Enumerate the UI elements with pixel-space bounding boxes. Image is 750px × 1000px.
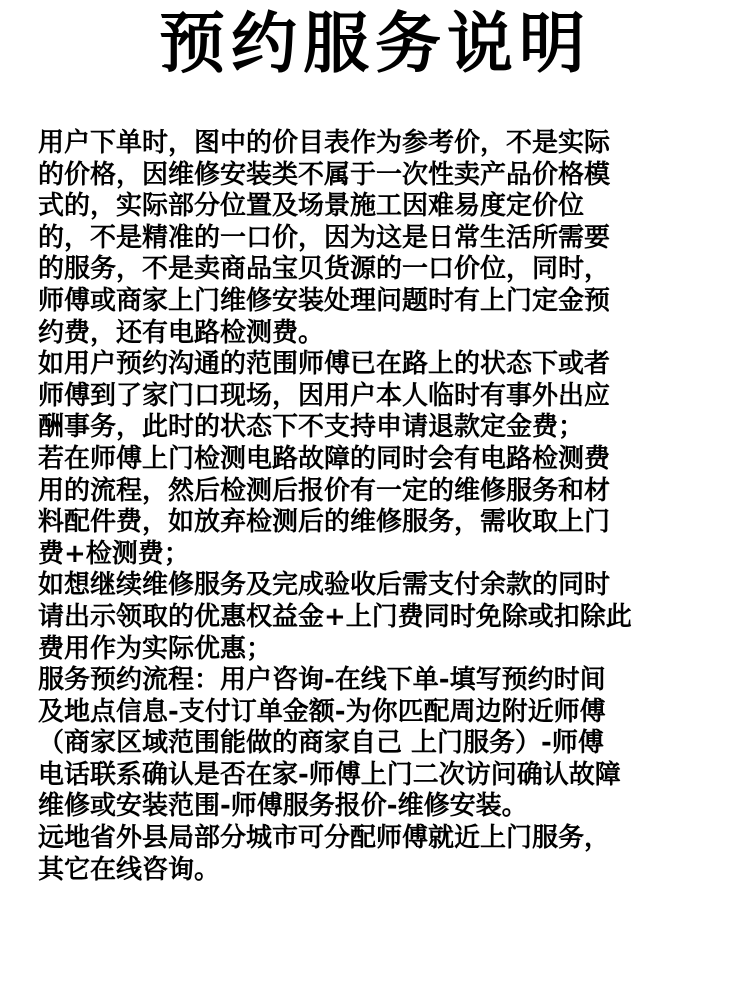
notice-line: 如想继续维修服务及完成验收后需支付余款的同时 bbox=[38, 570, 611, 601]
notice-line: 用户下单时，图中的价目表作为参考价，不是实际 bbox=[38, 128, 611, 158]
notice-line: 式的，实际部分位置及场景施工因难易度定价位 bbox=[38, 191, 585, 222]
notice-body bbox=[38, 128, 738, 886]
notice-line: 酬事务，此时的状态下不支持申请退款定金费； bbox=[38, 412, 585, 443]
notice-line: 及地点信息-支付订单金额-为你匹配周边附近师傅 bbox=[38, 696, 606, 727]
notice-line: 的服务，不是卖商品宝贝货源的一口价位，同时， bbox=[38, 254, 611, 285]
notice-line: 远地省外县局部分城市可分配师傅就近上门服务， bbox=[38, 823, 611, 854]
notice-line: 维修或安装范围-师傅服务报价-维修安装。 bbox=[38, 791, 528, 822]
notice-line: 师傅到了家门口现场，因用户本人临时有事外出应 bbox=[38, 380, 611, 411]
notice-line: 料配件费，如放弃检测后的维修服务，需收取上门 bbox=[38, 507, 611, 538]
notice-line: 服务预约流程：用户咨询-在线下单-填写预约时间 bbox=[38, 665, 606, 696]
notice-line: 的价格，因维修安装类不属于一次性卖产品价格模 bbox=[38, 159, 611, 190]
notice-line: 其它在线咨询。 bbox=[38, 854, 221, 885]
notice-line: 电话联系确认是否在家-师傅上门二次访问确认故障 bbox=[38, 759, 621, 790]
notice-line: 费用作为实际优惠； bbox=[38, 633, 273, 664]
notice-line: 费+检测费； bbox=[38, 538, 190, 569]
page-title: 预约服务说明 bbox=[159, 4, 591, 82]
notice-line: 如用户预约沟通的范围师傅已在路上的状态下或者 bbox=[38, 349, 611, 380]
notice-line: 约费，还有电路检测费。 bbox=[38, 317, 325, 348]
notice-line: 请出示领取的优惠权益金+上门费同时免除或扣除此 bbox=[38, 601, 632, 632]
notice-line: 若在师傅上门检测电路故障的同时会有电路检测费 bbox=[38, 443, 611, 474]
notice-line: （商家区域范围能做的商家自己 上门服务）-师傅 bbox=[38, 728, 604, 759]
notice-line: 师傅或商家上门维修安装处理问题时有上门定金预 bbox=[38, 285, 611, 316]
notice-line: 的，不是精准的一口价，因为这是日常生活所需要 bbox=[38, 222, 611, 253]
notice-line: 用的流程，然后检测后报价有一定的维修服务和材 bbox=[38, 475, 611, 506]
